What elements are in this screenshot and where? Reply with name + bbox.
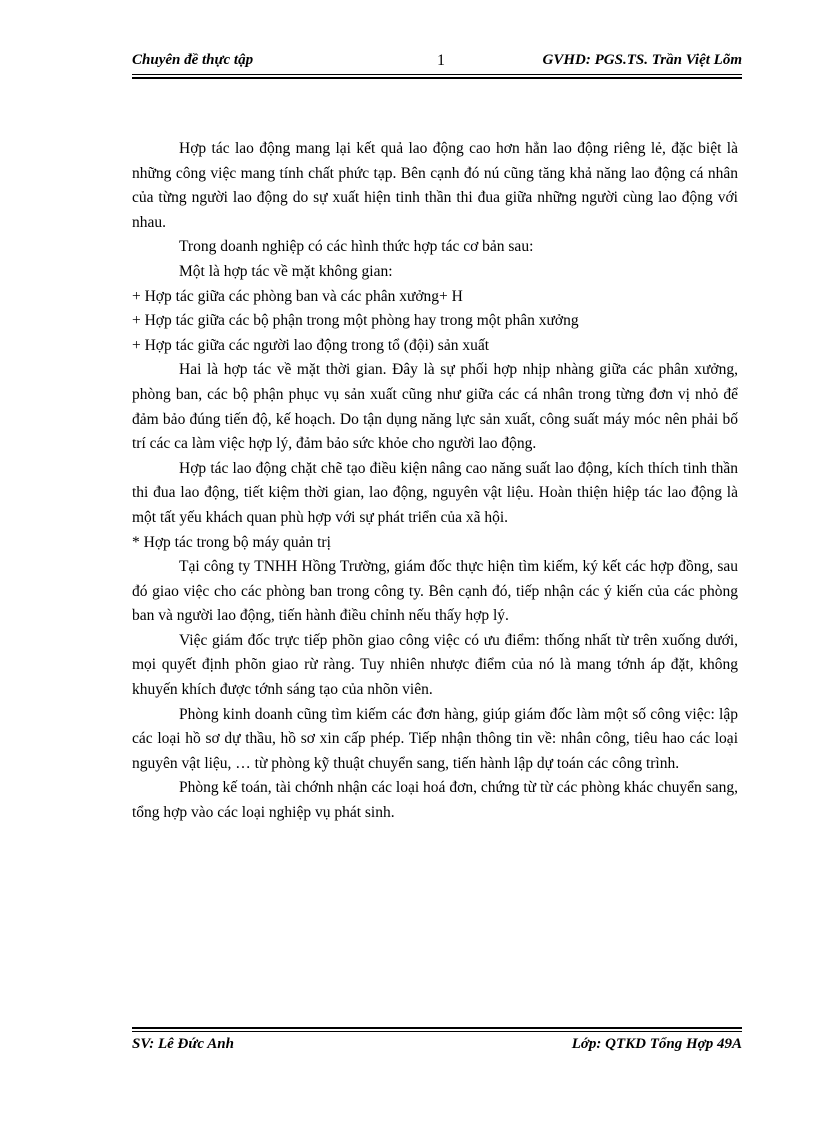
- header-supervisor: GVHD: PGS.TS. Trần Việt Lõm: [542, 52, 742, 68]
- paragraph: Hai là hợp tác về mặt thời gian. Đây là sự phối hợp nhịp nhàng giữa các phân xưởng, phòng ban, các bộ phận phục vụ sản xuất cũng như giữa các cá nhân trong từng đơn vị nhỏ để đảm bảo đúng tiến độ, kế hoạch. Do tận dụng năng lực sản xuất, công suất máy móc nên phải bố trí các ca làm việc hợp lý, đảm bảo sức khỏe cho người lao động.: [132, 361, 738, 453]
- paragraph: Tại công ty TNHH Hồng Trường, giám đốc thực hiện tìm kiếm, ký kết các hợp đồng, sau đó giao việc cho các phòng ban trong công ty. Bên cạnh đó, tiếp nhận các ý kiến của các phòng ban và người lao động, tiến hành điều chỉnh nếu thấy hợp lý.: [132, 558, 738, 625]
- paragraph: Một là hợp tác về mặt không gian:: [179, 262, 393, 280]
- paragraph: Trong doanh nghiệp có các hình thức hợp tác cơ bản sau:: [179, 238, 534, 256]
- body-text: [132, 137, 738, 826]
- header-rule-thick: [132, 77, 742, 79]
- page-header: [132, 52, 742, 74]
- footer-student: SV: Lê Đức Anh: [132, 1036, 234, 1052]
- footer-rule-thin: [132, 1031, 742, 1032]
- header-title: Chuyên đề thực tập: [132, 52, 254, 68]
- footer-class: Lớp: QTKD Tổng Hợp 49A: [571, 1036, 742, 1052]
- paragraph: Phòng kế toán, tài chớnh nhận các loại hoá đơn, chứng từ từ các phòng khác chuyển sang, tổng hợp vào các loại nghiệp vụ phát sinh.: [132, 779, 738, 822]
- list-item: + Hợp tác giữa các người lao động trong tổ (đội) sản xuất: [132, 336, 490, 354]
- section-heading: * Hợp tác trong bộ máy quản trị: [132, 533, 331, 551]
- header-rule-thin: [132, 74, 742, 75]
- list-item: + Hợp tác giữa các phòng ban và các phân xưởng+ H: [132, 287, 463, 305]
- paragraph: Hợp tác lao động mang lại kết quả lao động cao hơn hẳn lao động riêng lẻ, đặc biệt là những công việc mang tính chất phức tạp. Bên cạnh đó nú cũng tăng khả năng lao động cá nhân của từng người lao động do sự xuất hiện tinh thần thi đua giữa những người cùng lao động với nhau.: [132, 140, 738, 231]
- paragraph: Việc giám đốc trực tiếp phõn giao công việc có ưu điểm: thống nhất từ trên xuống dưới, mọi quyết định phõn giao rừ ràng. Tuy nhiên nhược điểm của nó là mang tớnh áp đặt, không khuyến khích được tớnh sáng tạo của nhõn viên.: [132, 631, 738, 699]
- list-item: + Hợp tác giữa các bộ phận trong một phòng hay trong một phân xưởng: [132, 312, 579, 330]
- page-number: 1: [437, 52, 445, 69]
- paragraph: Phòng kinh doanh cũng tìm kiếm các đơn hàng, giúp giám đốc làm một số công việc: lập các loại hồ sơ dự thầu, hồ sơ xin cấp phép. Tiếp nhận thông tin về: nhân công, tiêu hao các loại nguyên vật liệu, … từ phòng kỹ thuật chuyển sang, tiến hành lập dự toán các công trình.: [132, 705, 738, 772]
- footer-rule-thick: [132, 1027, 742, 1029]
- page-footer: [132, 1036, 742, 1058]
- paragraph: Hợp tác lao động chặt chẽ tạo điều kiện nâng cao năng suất lao động, kích thích tinh thần thi đua lao động, tiết kiệm thời gian, lao động, nguyên vật liệu. Hoàn thiện hiệp tác lao động là một tất yếu khách quan phù hợp với sự phát triển của xã hội.: [132, 459, 738, 526]
